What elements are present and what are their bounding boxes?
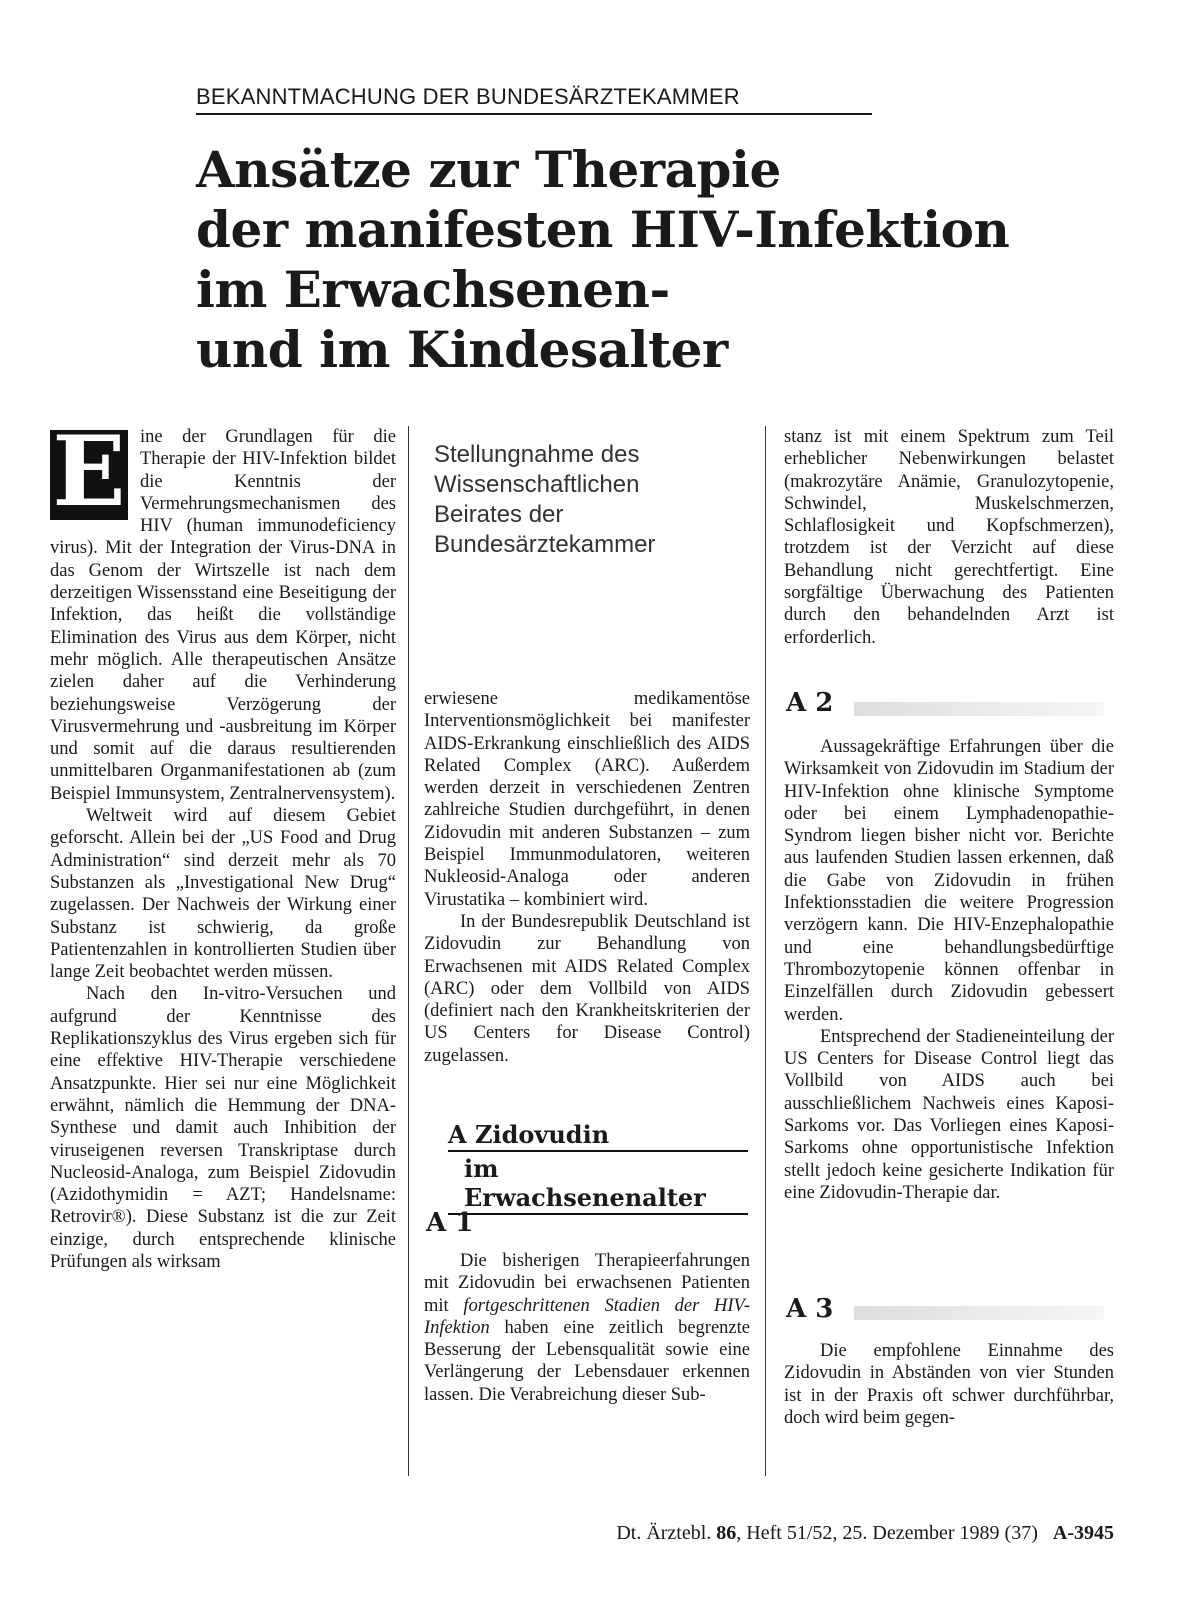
- column-3-a3: [784, 1340, 1114, 1429]
- section-heading-line: A Zidovudin: [448, 1120, 610, 1149]
- section-rule: [448, 1150, 748, 1152]
- paragraph: ine der Grundlagen für die Therapie der HIV-Infektion bildet die Kenntnis der Vermehrungsmechanismen des HIV (human immunodeficiency virus). Mit der Integration der Virus-DNA in das Genom der Wirtszelle ist nach dem derzeitigen Wissensstand eine Beseitigung der Infektion, das heißt die vollständige Elimination des Virus aus dem Körper, nicht mehr möglich. Alle therapeutischen Ansätze zielen daher auf die Verhinderung beziehungsweise Verzögerung der Virusvermehrung und -ausbreitung im Körper und somit auf die daraus resultierenden unmittelbaren Organmanifestationen ab (zum Beispiel Immunsystem, Zentralnervensystem).: [50, 427, 396, 804]
- paragraph: In der Bundesrepublik Deutschland ist Zidovudin zur Behandlung von Erwachsenen mit AIDS Related Complex (ARC) oder dem Vollbild von AIDS (definiert nach den Krankheitskriterien der US Centers for Disease Control) zugelassen.: [424, 911, 750, 1066]
- paragraph: erwiesene medikamentöse Interventionsmöglichkeit bei manifester AIDS-Erkrankung einschließlich des AIDS Related Complex (ARC). Außerdem werden derzeit in verschiedenen Zentren zahlreiche Studien durchgeführt, in denen Zidovudin mit anderen Substanzen – zum Beispiel Immunmodulatoren, weiteren Nukleosid-Analoga oder anderen Virustatika – kombiniert wird.: [424, 689, 750, 910]
- section-rule: [448, 1213, 748, 1215]
- paragraph-text: haben eine zeitlich begrenzte Besserung der Lebensqualität sowie eine Verlängerung der Lebensdauer erkennen lassen. Die Verabreichung dieser Sub-: [424, 1317, 750, 1405]
- decorative-band: [854, 702, 1104, 716]
- section-heading-line: im Erwachsenenalter: [464, 1154, 706, 1212]
- subsection-heading-a1: A 1: [426, 1208, 474, 1238]
- headline-line: der manifesten HIV-Infektion: [196, 200, 1010, 259]
- paragraph: Nach den In-vitro-Versuchen und aufgrund der Kenntnisse des Replikationszyklus des Virus ergeben sich für eine effektive HIV-Therapie verschiedene Ansatzpunkte. Hier sei nur eine Möglichkeit erwähnt, nämlich die Hemmung der DNA-Synthese und damit auch Inhibition der viruseigenen reversen Transkriptase durch Nucleosid-Analoga, zum Beispiel Zidovudin (Azidothymidin = AZT; Handelsname: Retrovir®). Diese Substanz ist die zur Zeit einzige, durch entsprechende klinische Prüfungen als wirksam: [50, 984, 396, 1272]
- page-title: [196, 140, 1076, 380]
- paragraph: [424, 1250, 750, 1406]
- decorative-band: [854, 1306, 1104, 1320]
- subtitle: Stellungnahme des Wissenschaftlichen Beirates der Bundesärztekammer: [434, 441, 656, 558]
- paragraph: Entsprechend der Stadieneinteilung der US Centers for Disease Control liegt das Vollbild von AIDS auch bei ausschließlichem Nachweis eines Kaposi-Sarkoms vor. Das Vorliegen eines Kaposi-Sarkoms ohne opportunistische Infektion stellt jedoch keine gesicherte Indikation für eine Zidovudin-Therapie dar.: [784, 1026, 1114, 1203]
- column-3: [784, 426, 1114, 649]
- paragraph-italic: fortgeschrittenen Stadien der HIV-Infektion: [424, 1295, 750, 1338]
- page-number: A-3945: [1052, 1522, 1114, 1544]
- drop-cap: E: [50, 430, 128, 520]
- paragraph-text: Die bisherigen Therapieerfahrungen mit Zidovudin bei erwachsenen Patienten mit: [424, 1251, 750, 1316]
- paragraph: Die empfohlene Einnahme des Zidovudin in Abständen von vier Stunden ist in der Praxis oft schwer durchführbar, doch wird beim gegen-: [784, 1341, 1114, 1428]
- section-heading-a: [448, 1120, 748, 1217]
- subsection-heading-a2: A 2: [786, 688, 834, 718]
- subsection-heading-a3: A 3: [786, 1294, 834, 1324]
- column-divider: [765, 426, 766, 1476]
- journal-name: Dt. Ärztebl.: [616, 1522, 712, 1544]
- paragraph: Weltweit wird auf diesem Gebiet geforscht. Allein bei der „US Food and Drug Administration“ sind derzeit mehr als 70 Substanzen als „Investigational New Drug“ zugelassen. Der Nachweis der Wirkung einer Substanz ist schwierig, da große Patientenzahlen in kontrollierten Studien über lange Zeit beobachtet werden müssen.: [50, 806, 396, 983]
- page-footer: [548, 1522, 1114, 1545]
- journal-issue: , Heft 51/52, 25. Dezember 1989 (37): [736, 1522, 1038, 1544]
- kicker: BEKANNTMACHUNG DER BUNDESÄRZTEKAMMER: [196, 84, 872, 115]
- headline-line: im Erwachsenen-: [196, 260, 670, 319]
- column-2: [424, 688, 750, 1067]
- journal-volume: 86: [716, 1522, 737, 1544]
- headline-line: Ansätze zur Therapie: [196, 140, 781, 199]
- paragraph: stanz ist mit einem Spektrum zum Teil erheblicher Nebenwirkungen belastet (makrozytäre Anämie, Granulozytopenie, Schwindel, Muskelschmerzen, Schlaflosigkeit und Kopfschmerzen), trotzdem ist der Verzicht auf diese Behandlung nicht gerechtfertigt. Eine sorgfältige Überwachung des Patienten durch den behandelnden Arzt ist erforderlich.: [784, 427, 1114, 648]
- column-3-a2: [784, 736, 1114, 1204]
- column-divider: [408, 426, 409, 1476]
- column-1: [50, 415, 396, 1273]
- headline-line: und im Kindesalter: [196, 320, 728, 379]
- column-2-continued: [424, 1250, 750, 1406]
- paragraph: Aussagekräftige Erfahrungen über die Wirksamkeit von Zidovudin im Stadium der HIV-Infektion ohne klinische Symptome oder bei einem Lymphadenopathie-Syndrom liegen bisher nicht vor. Berichte aus laufenden Studien lassen erkennen, daß die Gabe von Zidovudin in frühen Infektionsstadien die weitere Progression verzögern kann. Die HIV-Enzephalopathie und eine behandlungsbedürftige Thrombozytopenie können offenbar in Einzelfällen durch Zidovudin gebessert werden.: [784, 737, 1114, 1025]
